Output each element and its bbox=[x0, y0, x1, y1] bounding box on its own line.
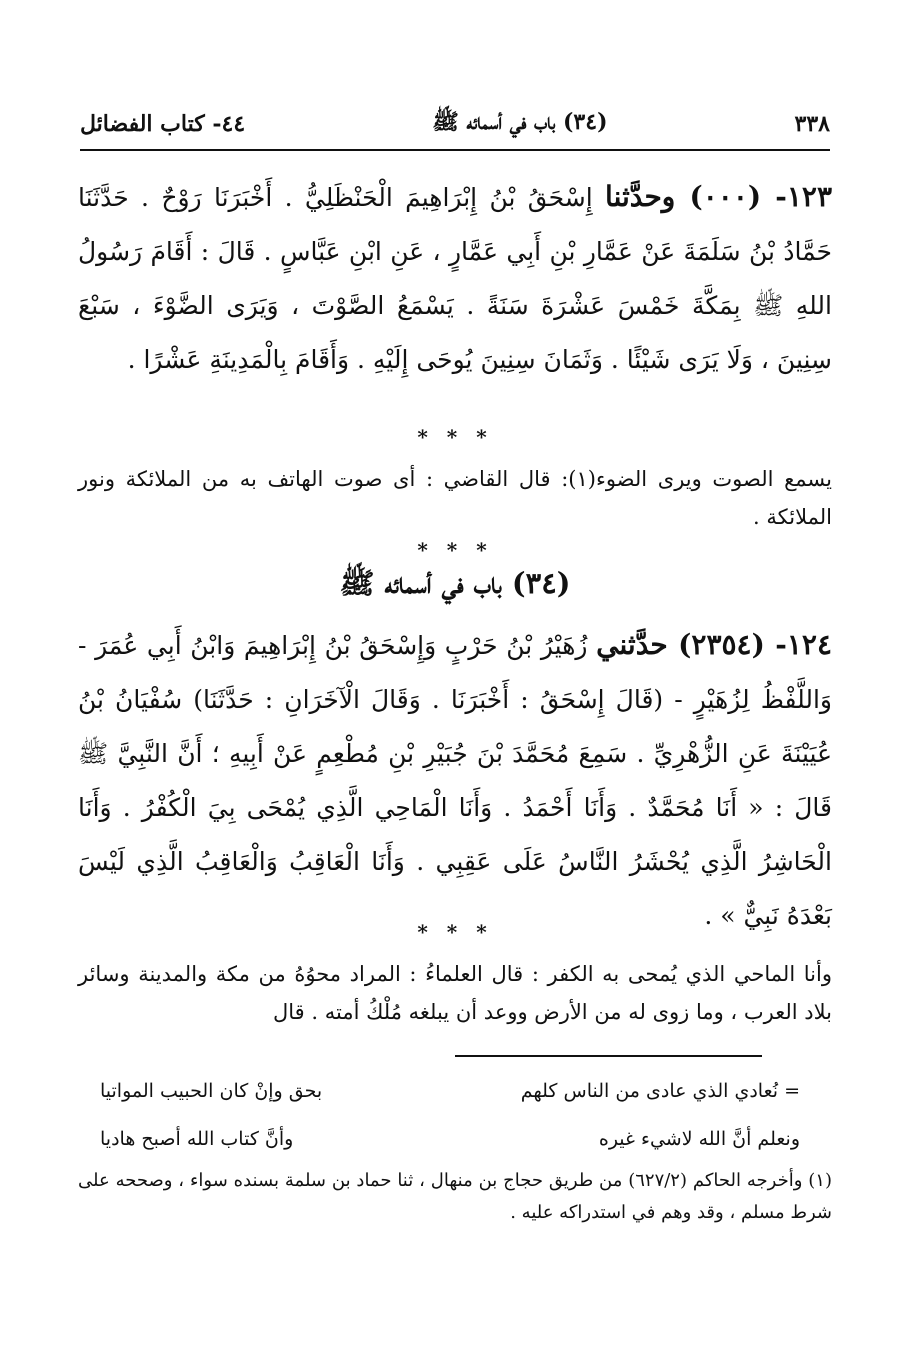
separator-stars: * * * bbox=[417, 920, 493, 944]
commentary-text: يسمع الصوت ويرى الضوء(١): قال القاضي : أى صوت الهاتف به من الملائكة ونور الملائكة . bbox=[78, 467, 832, 529]
chapter-title: (٣٤) باب في أسمائه ﷺ bbox=[339, 566, 571, 600]
footnote-text: (١) وأخرجه الحاكم (٦٢٧/٢) من طريق حجاج بن منهال ، ثنا حماد بن سلمة بسنده سواء ، وصححه على شرط مسلم ، وقد وهم في استدراكه عليه . bbox=[78, 1170, 832, 1223]
separator-stars: * * * bbox=[417, 425, 493, 449]
verse-hemistich-left: وأنَّ كتاب الله أصبح هاديا bbox=[100, 1128, 294, 1150]
commentary-2 bbox=[78, 955, 832, 1031]
hadith-text: زُهَيْرُ بْنُ حَرْبٍ وَإِسْحَقُ بْنُ إِبْرَاهِيمَ وَابْنُ أَبِي عُمَرَ - وَاللَّفْظُ لِزُهَيْرٍ - (قَالَ إِسْحَقُ : أَخْبَرَنَا . وَقَالَ الْآخَرَانِ : حَدَّثَنَا) سُفْيَانُ بْنُ عُيَيْنَةَ عَنِ الزُّهْرِيِّ . سَمِعَ مُحَمَّدَ بْنَ جُبَيْرِ بْنِ مُطْعِمٍ عَنْ أَبِيهِ ؛ أَنَّ النَّبِيَّ ﷺ قَالَ : « أَنَا مُحَمَّدٌ . وَأَنَا أَحْمَدُ . وَأَنَا الْمَاحِي الَّذِي يُمْحَى بِيَ الْكُفْرُ . وَأَنَا الْحَاشِرُ الَّذِي يُحْشَرُ النَّاسُ عَلَى عَقِبِي . وَأَنَا الْعَاقِبُ وَالْعَاقِبُ الَّذِي لَيْسَ بَعْدَهُ نَبِيٌّ » . bbox=[78, 631, 832, 930]
running-header bbox=[80, 104, 830, 144]
footnote-rule bbox=[455, 1055, 762, 1057]
page-number: ٣٣٨ bbox=[794, 111, 830, 137]
book-title: ٤٤- كتاب الفضائل bbox=[80, 111, 246, 137]
section-heading: (٣٤) باب في أسمائه ﷺ bbox=[432, 109, 608, 135]
hadith-text: إِسْحَقُ بْنُ إِبْرَاهِيمَ الْحَنْظَلِيُّ . أَخْبَرَنَا رَوْحٌ . حَدَّثَنَا حَمَّادُ بْنُ سَلَمَةَ عَنْ عَمَّارِ بْنِ أَبِي عَمَّارٍ ، عَنِ ابْنِ عَبَّاسٍ . قَالَ : أَقَامَ رَسُولُ اللهِ ﷺ بِمَكَّةَ خَمْسَ عَشْرَةَ سَنَةً . يَسْمَعُ الصَّوْتَ ، وَيَرَى الضَّوْءَ ، سَبْعَ سِنِينَ ، وَلَا يَرَى شَيْئًا . وَثَمَانَ سِنِينَ يُوحَى إِلَيْهِ . وَأَقَامَ بِالْمَدِينَةِ عَشْرًا . bbox=[78, 183, 832, 374]
commentary-1 bbox=[78, 460, 832, 536]
verse-hemistich-left: بحق وإنْ كان الحبيب المواتيا bbox=[100, 1080, 323, 1102]
hadith-123 bbox=[78, 170, 832, 387]
verse-hemistich-right: ونعلم أنَّ الله لاشيء غيره bbox=[598, 1128, 800, 1150]
hadith-number: ١٢٤- (٢٣٥٤) حدَّثني bbox=[596, 628, 832, 661]
verse-line bbox=[100, 1080, 800, 1102]
footnote bbox=[78, 1165, 832, 1229]
commentary-text: وأنا الماحي الذي يُمحى به الكفر : قال العلماءُ : المراد محوُهُ من مكة والمدينة وسائر بلاد العرب ، وما زوى له من الأرض ووعد أن يبلغه مُلْكُ أمته . قال bbox=[78, 962, 832, 1024]
separator-stars: * * * bbox=[417, 538, 493, 562]
verse-line bbox=[100, 1128, 800, 1150]
hadith-number: ١٢٣- (٠٠٠) وحدَّثنا bbox=[605, 180, 832, 213]
verse-hemistich-right: = نُعادي الذي عادى من الناس كلهم bbox=[520, 1080, 800, 1102]
header-rule bbox=[80, 149, 830, 151]
hadith-124 bbox=[78, 618, 832, 943]
